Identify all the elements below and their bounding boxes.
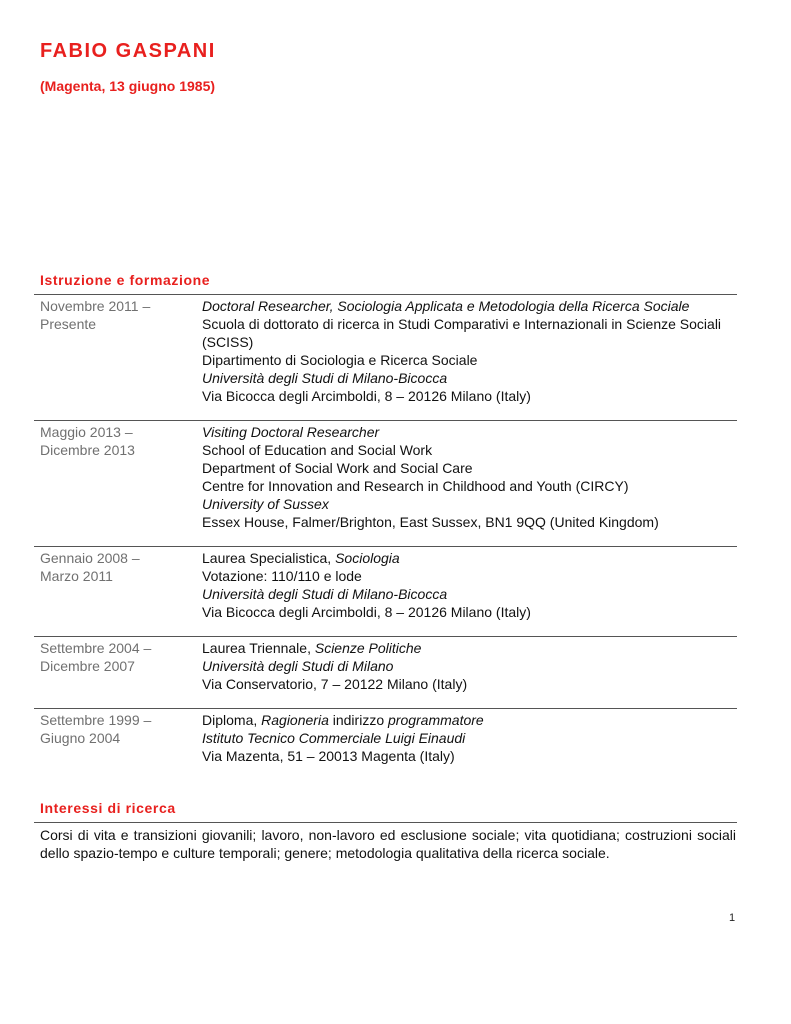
cv-name: FABIO GASPANI (40, 40, 216, 62)
entry-divider (34, 708, 737, 709)
entry-address: Essex House, Falmer/Brighton, East Sussex, BN1 9QQ (United Kingdom) (202, 514, 659, 530)
entry-degree: Laurea Specialistica, (202, 550, 336, 566)
entry-date-start: Novembre 2011 – (40, 298, 151, 314)
entry-grade: Votazione: 110/110 e lode (202, 568, 362, 584)
entry-details (202, 297, 737, 405)
page-number: 1 (729, 912, 736, 924)
entry-university: University of Sussex (202, 496, 329, 512)
section-divider (34, 822, 737, 823)
entry-title (202, 639, 737, 657)
entry-divider (34, 546, 737, 547)
entry-subject: Ragioneria (261, 712, 329, 728)
entry-address: Via Mazenta, 51 – 20013 Magenta (Italy) (202, 748, 455, 764)
entry-department: Dipartimento di Sociologia e Ricerca Sociale (202, 352, 478, 368)
entry-title: Visiting Doctoral Researcher (202, 424, 380, 440)
entry-date (40, 423, 190, 459)
entry-institute: Istituto Tecnico Commerciale Luigi Einaudi (202, 730, 466, 746)
entry-subject: Sociologia (335, 550, 400, 566)
entry-date (40, 639, 190, 675)
entry-date (40, 711, 190, 747)
entry-address: Via Conservatorio, 7 – 20122 Milano (Italy) (202, 676, 468, 692)
entry-degree: Laurea Triennale, (202, 640, 315, 656)
entry-divider (34, 420, 737, 421)
section-divider (34, 294, 737, 295)
entry-track-label: indirizzo (328, 712, 388, 728)
entry-title: Doctoral Researcher, Sociologia Applicata e Metodologia della Ricerca Sociale (202, 298, 690, 314)
entry-date-start: Maggio 2013 – (40, 424, 133, 440)
entry-details (202, 639, 737, 693)
section-title-research: Interessi di ricerca (40, 800, 176, 816)
entry-centre: Centre for Innovation and Research in Childhood and Youth (CIRCY) (202, 478, 629, 494)
entry-subject: Scienze Politiche (314, 640, 422, 656)
entry-date-start: Settembre 2004 – (40, 640, 152, 656)
entry-details (202, 711, 737, 765)
section-title-education: Istruzione e formazione (40, 272, 211, 288)
entry-date-end: Giugno 2004 (40, 730, 121, 746)
entry-date-end: Presente (40, 316, 97, 332)
entry-details (202, 549, 737, 621)
entry-date-end: Marzo 2011 (40, 568, 113, 584)
entry-title (202, 711, 737, 729)
entry-school: Scuola di dottorato di ricerca in Studi Comparativi e Internazionali in Scienze Sociali (SCISS) (202, 316, 722, 350)
entry-date (40, 549, 190, 585)
entry-track: programmatore (388, 712, 484, 728)
entry-details (202, 423, 737, 531)
entry-date-start: Settembre 1999 – (40, 712, 152, 728)
entry-date-end: Dicembre 2007 (40, 658, 135, 674)
entry-divider (34, 636, 737, 637)
entry-university: Università degli Studi di Milano-Bicocca (202, 370, 448, 386)
entry-date-start: Gennaio 2008 – (40, 550, 140, 566)
entry-address: Via Bicocca degli Arcimboldi, 8 – 20126 Milano (Italy) (202, 604, 531, 620)
entry-department: Department of Social Work and Social Care (202, 460, 473, 476)
entry-degree: Diploma, (202, 712, 262, 728)
entry-date-end: Dicembre 2013 (40, 442, 135, 458)
entry-date (40, 297, 190, 333)
entry-university: Università degli Studi di Milano-Bicocca (202, 586, 448, 602)
entry-title (202, 549, 737, 567)
entry-address: Via Bicocca degli Arcimboldi, 8 – 20126 Milano (Italy) (202, 388, 531, 404)
entry-university: Università degli Studi di Milano (202, 658, 394, 674)
birth-info: (Magenta, 13 giugno 1985) (40, 78, 216, 94)
entry-school: School of Education and Social Work (202, 442, 433, 458)
research-interests-text: Corsi di vita e transizioni giovanili; lavoro, non-lavoro ed esclusione sociale; vita quotidiana; costruzioni sociali dello spazio-tempo e culture temporali; genere; metodologia qualitativa della ricerca sociale. (40, 827, 736, 861)
